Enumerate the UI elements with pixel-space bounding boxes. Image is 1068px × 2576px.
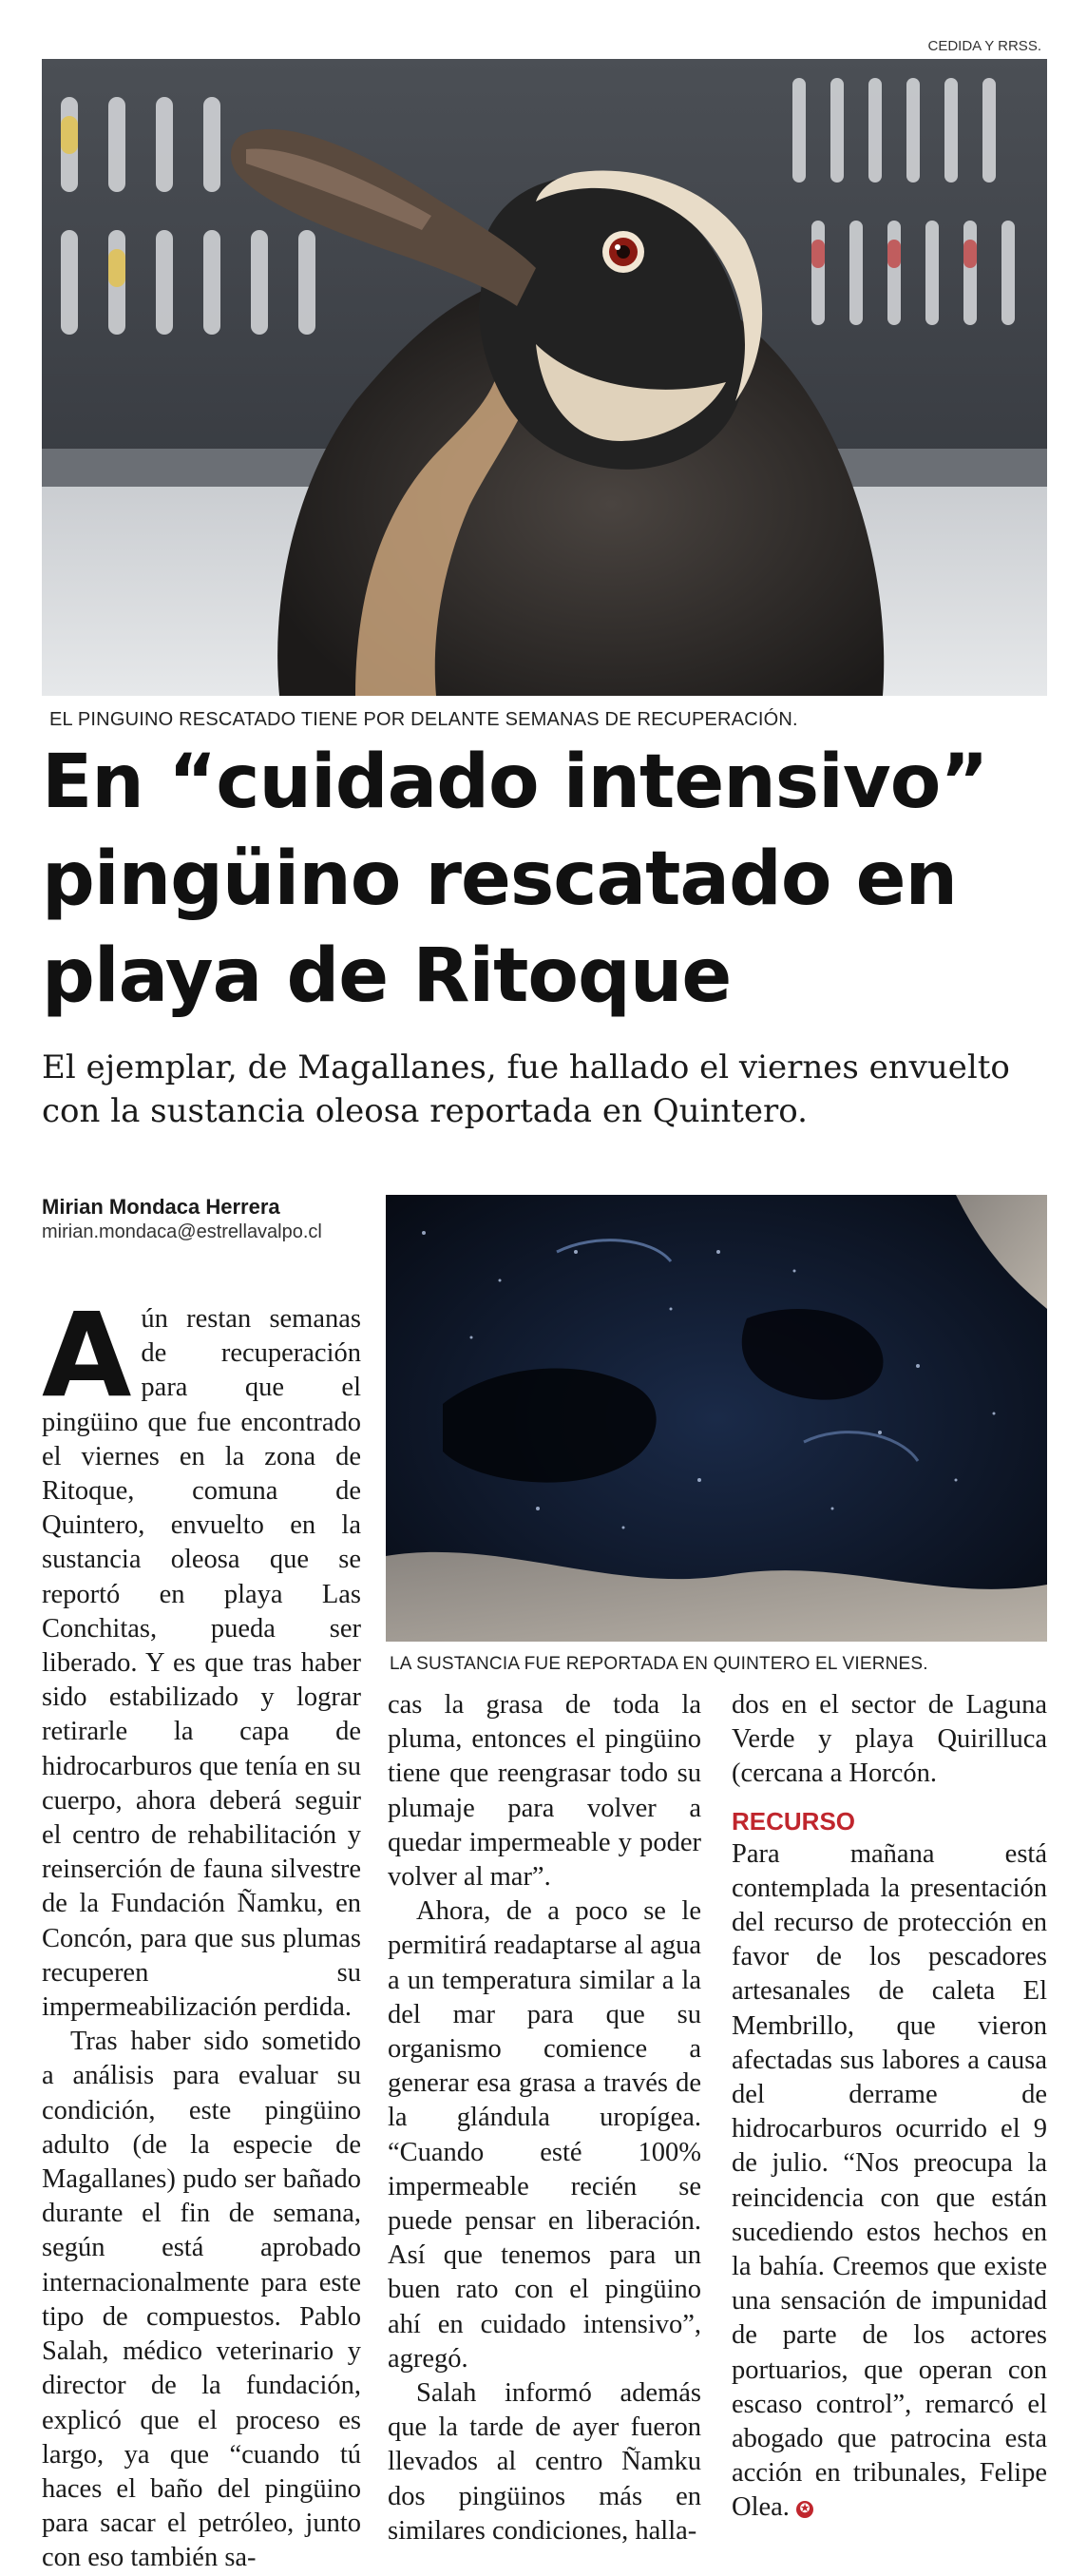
byline-author: Mirian Mondaca Herrera — [42, 1195, 280, 1219]
article-paragraph: cas la grasa de toda la pluma, entonces el pingüino tiene que reengrasar todo su plumaje para volver a quedar impermeable y poder volver al mar”. — [388, 1690, 701, 1893]
paragraph-text: Para mañana está contemplada la presentación del recurso de protección en favor de los pescadores artesanales de caleta El Membrillo, que vieron afectadas sus labores a causa del derrame de hidrocarburos ocurrido el 9 de julio. “Nos preocupa la reincidencia con que están sucediendo estos hechos en la bahía. Creemos que existe una sensación de impunidad de parte de los actores portuarios, que operan con escaso control”, remarcó el abogado que patrocina esta acción en tribunales, Felipe Olea. — [732, 1838, 1047, 2523]
photo-credit: CEDIDA Y RRSS. — [927, 38, 1041, 54]
article-paragraph — [732, 1837, 1047, 2526]
oil-spill-illustration — [386, 1195, 1047, 1642]
article-column-3 — [732, 1688, 1047, 2526]
penguin-photo — [42, 59, 1047, 696]
paragraph-text: ún restan semanas de recuperación para que el pingüino que fue encontrado el viernes en la zona de Ritoque, comuna de Quintero, envuelto en la sustancia oleosa que se reportó en playa Las Conchitas, pueda ser liberado. Y es que tras haber sido estabilizado y lograr retirarle la capa de hidrocarburos que tenía en su cuerpo, ahora deberá seguir el centro de rehabilitación y reinserción de fauna silvestre de la Fundación Ñamku, en Concón, para que sus plumas recuperen su impermeabilización perdida. — [42, 1304, 361, 2023]
article-column-1 — [42, 1288, 361, 2576]
article-paragraph: dos en el sector de Laguna Verde y playa Quirilluca (cercana a Horcón. — [732, 1690, 1047, 1789]
subheadline: El ejemplar, de Magallanes, fue hallado el viernes envuelto con la sustancia oleosa reportada en Quintero. — [42, 1048, 1010, 1130]
penguin-illustration — [42, 59, 1047, 696]
second-photo-caption: LA SUSTANCIA FUE REPORTADA EN QUINTERO EL VIERNES. — [390, 1654, 928, 1674]
byline-email[interactable]: mirian.mondaca@estrellavalpo.cl — [42, 1221, 322, 1242]
article-column-2 — [388, 1688, 701, 2548]
end-of-article-icon: ✪ — [796, 2501, 813, 2518]
article-paragraph: Salah informó además que la tarde de ayer fueron llevados al centro Ñamku dos pingüinos más en similares condiciones, halla- — [388, 2378, 701, 2546]
headline: En “cuidado intensivo” pingüino rescatado en playa de Ritoque — [42, 740, 988, 1019]
article-paragraph: Ahora, de a poco se le permitirá readaptarse al agua a un temperatura similar a la del mar para que su organismo comience a generar esa grasa a través de la glándula uropígea. “Cuando esté 100% impermeable recién se puede pensar en liberación. Así que tenemos para un buen rato con el pingüino ahí en cuidado intensivo”, agregó. — [388, 1896, 701, 2374]
main-photo-caption: EL PINGUINO RESCATADO TIENE POR DELANTE SEMANAS DE RECUPERACIÓN. — [49, 709, 798, 730]
drop-cap: A — [42, 1288, 132, 1423]
article-paragraph: Tras haber sido sometido a análisis para evaluar su condición, este pingüino adulto (de la especie de Magallanes) pudo ser bañado durante el fin de semana, según está aprobado internacionalmente para este tipo de compuestos. Pablo Salah, médico veterinario y director de la fundación, explicó que el proceso es largo, ya que “cuando tú haces el baño del pingüino para sacar el petróleo, junto con eso también sa- — [42, 2027, 361, 2573]
section-label: RECURSO — [732, 1806, 856, 1836]
oil-substance-photo — [386, 1195, 1047, 1642]
article-paragraph — [42, 1288, 361, 2025]
